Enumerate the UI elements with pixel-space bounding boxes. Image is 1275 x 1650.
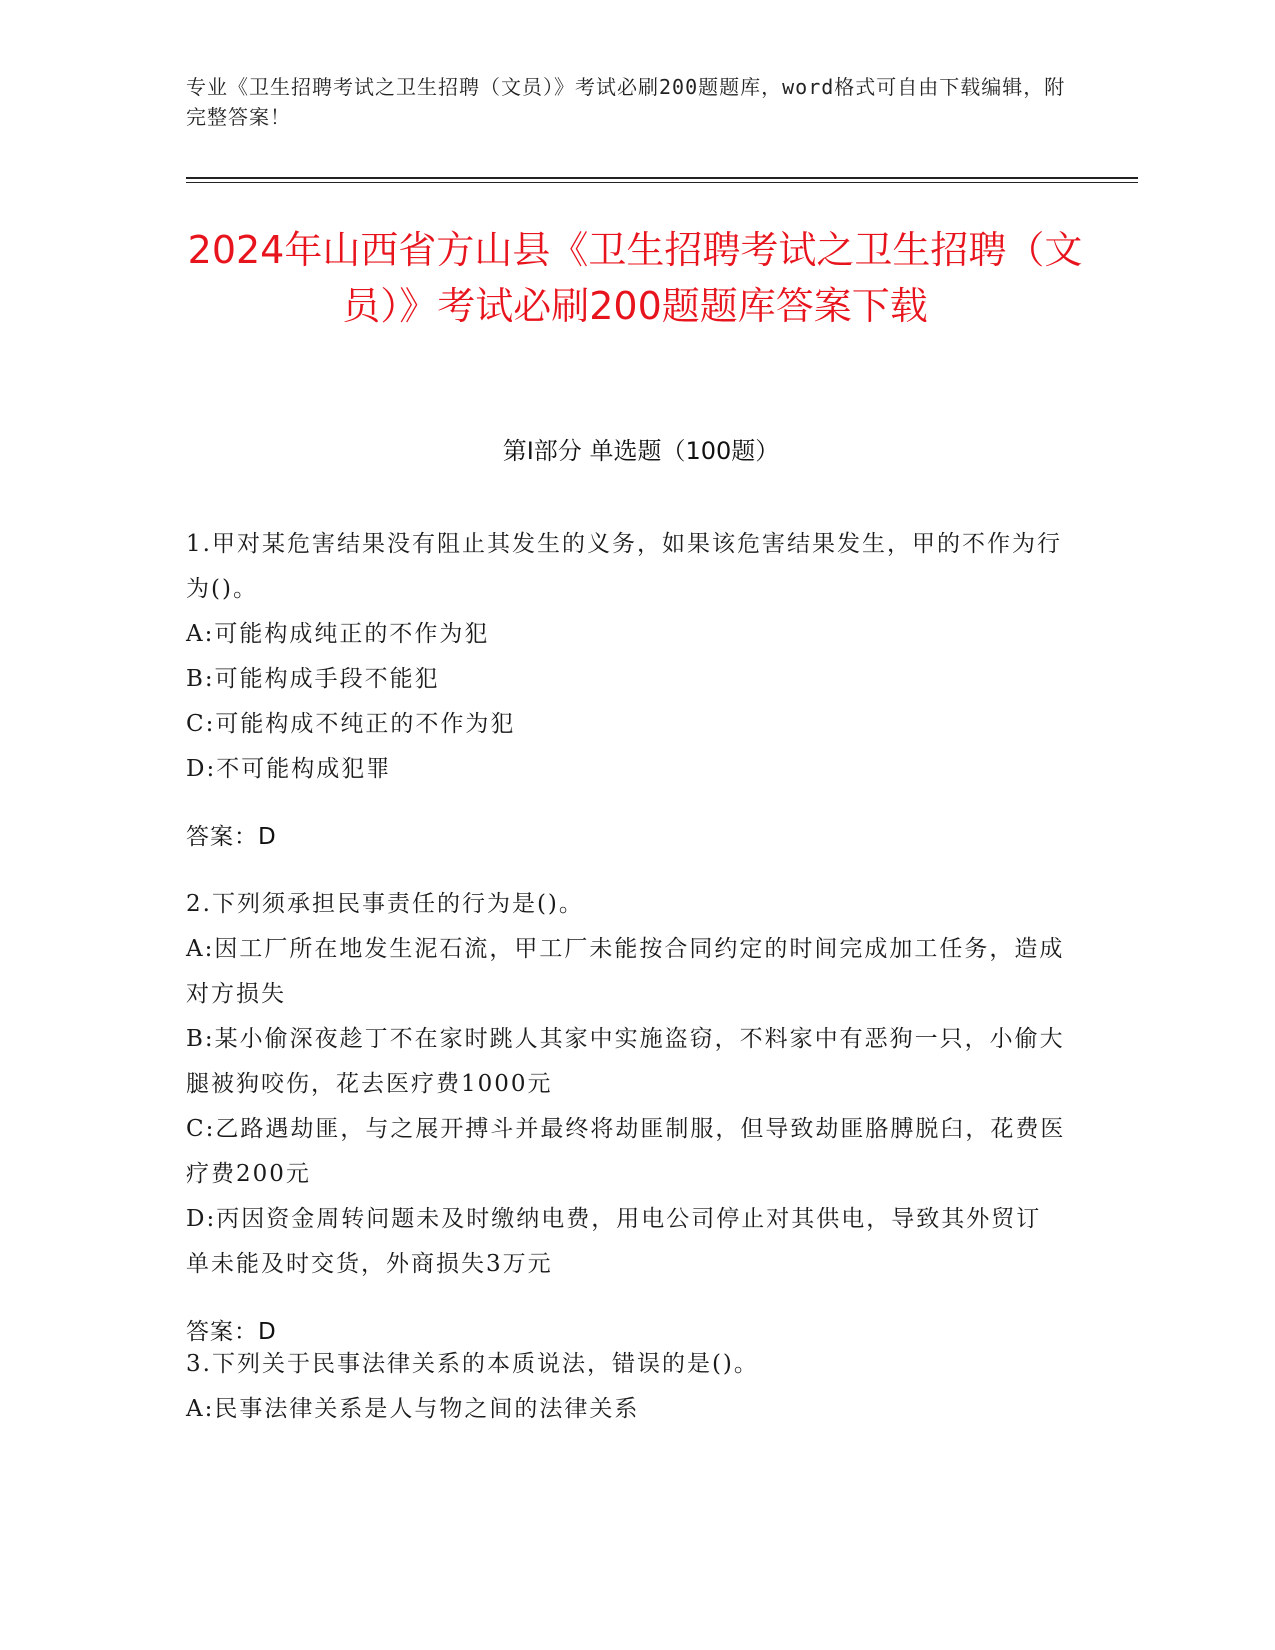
question-stem: 3.下列关于民事法律关系的本质说法，错误的是()。 — [186, 1351, 759, 1377]
question-stem: 1.甲对某危害结果没有阻止其发生的义务，如果该危害结果发生，甲的不作为行为()。 — [186, 531, 1062, 602]
answer: 答案：D — [186, 824, 277, 850]
option-c: C:可能构成不纯正的不作为犯 — [186, 711, 516, 737]
option-b: B:某小偷深夜趁丁不在家时跳人其家中实施盗窃，不料家中有恶狗一只，小偷大腿被狗咬伤，花去医疗费1000元 — [186, 1026, 1065, 1097]
option-a: A:可能构成纯正的不作为犯 — [186, 621, 490, 647]
header-divider-thin — [186, 182, 1138, 183]
option-a: A:因工厂所在地发生泥石流，甲工厂未能按合同约定的时间完成加工任务，造成对方损失 — [186, 936, 1065, 1007]
question-3 — [186, 1342, 1066, 1432]
option-b: B:可能构成手段不能犯 — [186, 666, 440, 692]
question-1 — [186, 522, 1066, 883]
header-divider-thick — [186, 177, 1138, 179]
question-stem: 2.下列须承担民事责任的行为是()。 — [186, 891, 584, 917]
option-c: C:乙路遇劫匪，与之展开搏斗并最终将劫匪制服，但导致劫匪胳膊脱臼，花费医疗费200元 — [186, 1116, 1066, 1187]
option-a: A:民事法律关系是人与物之间的法律关系 — [186, 1396, 640, 1422]
section-title: 第I部分 单选题（100题） — [502, 437, 780, 465]
option-d: D:丙因资金周转问题未及时缴纳电费，用电公司停止对其供电，导致其外贸订单未能及时交货，外商损失3万元 — [186, 1206, 1042, 1277]
option-d: D:不可能构成犯罪 — [186, 756, 392, 782]
header-note: 专业《卫生招聘考试之卫生招聘（文员）》考试必刷200题题库，word格式可自由下载编辑，附完整答案！ — [186, 75, 1066, 129]
question-2 — [186, 882, 1066, 1378]
answer: 答案：D — [186, 1319, 277, 1345]
page-title: 2024年山西省方山县《卫生招聘考试之卫生招聘（文员）》考试必刷200题题库答案下载 — [187, 228, 1083, 328]
